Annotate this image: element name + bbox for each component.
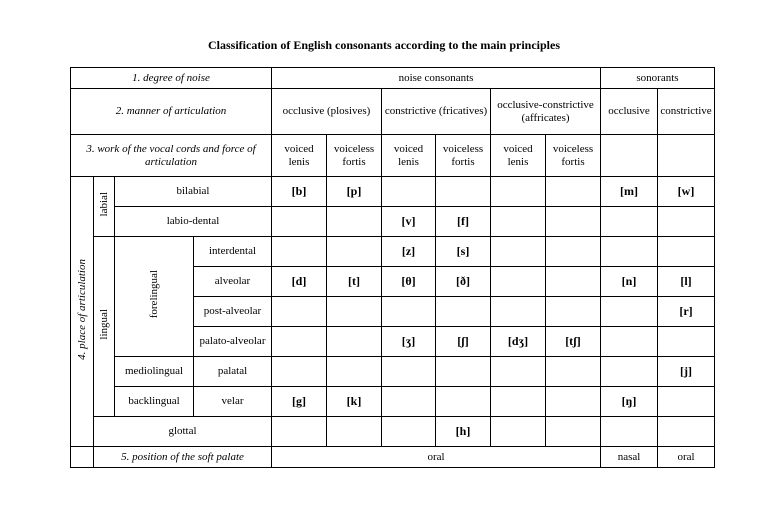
- velar-label: velar: [194, 387, 272, 417]
- empty-cell: [491, 297, 546, 327]
- empty-cell: [436, 177, 491, 207]
- empty-cell: [658, 135, 715, 177]
- consonant-cell: [g]: [272, 387, 327, 417]
- place-of-articulation-text: 4. place of articulation: [75, 259, 88, 360]
- forelingual-label: [115, 237, 194, 357]
- consonant-cell: [n]: [601, 267, 658, 297]
- empty-cell: [546, 357, 601, 387]
- table-row: [71, 387, 715, 417]
- degree-of-noise-label: 1. degree of noise: [71, 68, 272, 89]
- empty-cell: [272, 297, 327, 327]
- consonant-cell: [t]: [327, 267, 382, 297]
- table-row: [71, 207, 715, 237]
- lingual-label: [94, 237, 115, 417]
- glottal-label: glottal: [94, 417, 272, 447]
- consonant-cell: [j]: [658, 357, 715, 387]
- consonant-classification-table: [70, 67, 715, 468]
- empty-cell: [436, 387, 491, 417]
- table-row: [71, 68, 715, 89]
- consonant-cell: [h]: [436, 417, 491, 447]
- table-row: [71, 417, 715, 447]
- mediolingual-label: mediolingual: [115, 357, 194, 387]
- noise-consonants-header: noise consonants: [272, 68, 601, 89]
- empty-cell: [327, 237, 382, 267]
- voiceless-fortis-header: voiceless fortis: [327, 135, 382, 177]
- empty-cell: [658, 207, 715, 237]
- manner-of-articulation-label: 2. manner of articulation: [71, 89, 272, 135]
- consonant-cell: [s]: [436, 237, 491, 267]
- consonant-cell: [d]: [272, 267, 327, 297]
- labio-dental-label: labio-dental: [115, 207, 272, 237]
- alveolar-label: alveolar: [194, 267, 272, 297]
- oral-sonorant-cell: oral: [658, 447, 715, 468]
- consonant-cell: [ʃ]: [436, 327, 491, 357]
- oral-cell: oral: [272, 447, 601, 468]
- empty-cell: [601, 327, 658, 357]
- constrictive-fricatives-header: constrictive (fricatives): [382, 89, 491, 135]
- voiceless-fortis-header: voiceless fortis: [546, 135, 601, 177]
- nasal-cell: nasal: [601, 447, 658, 468]
- consonant-cell: [ŋ]: [601, 387, 658, 417]
- lingual-text: lingual: [97, 309, 110, 340]
- empty-cell: [272, 417, 327, 447]
- empty-cell: [658, 387, 715, 417]
- table-row: [71, 135, 715, 177]
- voiced-lenis-header: voiced lenis: [272, 135, 327, 177]
- consonant-cell: [r]: [658, 297, 715, 327]
- consonant-cell: [m]: [601, 177, 658, 207]
- empty-cell: [327, 207, 382, 237]
- empty-cell: [546, 387, 601, 417]
- empty-cell: [658, 417, 715, 447]
- voiceless-fortis-header: voiceless fortis: [436, 135, 491, 177]
- empty-cell: [327, 297, 382, 327]
- empty-cell: [436, 297, 491, 327]
- palato-alveolar-label: palato-alveolar: [194, 327, 272, 357]
- occlusive-plosives-header: occlusive (plosives): [272, 89, 382, 135]
- consonant-cell: [p]: [327, 177, 382, 207]
- consonant-cell: [w]: [658, 177, 715, 207]
- empty-cell: [546, 177, 601, 207]
- vocal-cords-label: 3. work of the vocal cords and force of articulation: [71, 135, 272, 177]
- empty-cell: [491, 177, 546, 207]
- empty-cell: [382, 417, 436, 447]
- empty-cell: [546, 267, 601, 297]
- empty-cell: [658, 237, 715, 267]
- consonant-cell: [z]: [382, 237, 436, 267]
- table-row: [71, 357, 715, 387]
- empty-cell: [546, 417, 601, 447]
- table-row: [71, 237, 715, 267]
- forelingual-text: forelingual: [147, 270, 160, 319]
- voiced-lenis-header: voiced lenis: [491, 135, 546, 177]
- empty-cell: [327, 357, 382, 387]
- consonant-cell: [tʃ]: [546, 327, 601, 357]
- empty-cell: [601, 297, 658, 327]
- interdental-label: interdental: [194, 237, 272, 267]
- sonorant-constrictive-header: constrictive: [658, 89, 715, 135]
- soft-palate-label: 5. position of the soft palate: [94, 447, 272, 468]
- occlusive-constrictive-header: occlusive-constrictive (affricates): [491, 89, 601, 135]
- empty-cell: [327, 327, 382, 357]
- empty-cell: [272, 357, 327, 387]
- empty-cell: [546, 207, 601, 237]
- empty-cell: [601, 237, 658, 267]
- consonant-cell: [θ]: [382, 267, 436, 297]
- empty-cell: [601, 357, 658, 387]
- consonant-cell: [ð]: [436, 267, 491, 297]
- empty-cell: [327, 417, 382, 447]
- empty-cell: [491, 237, 546, 267]
- empty-cell: [436, 357, 491, 387]
- voiced-lenis-header: voiced lenis: [382, 135, 436, 177]
- empty-cell: [658, 327, 715, 357]
- labial-label: [94, 177, 115, 237]
- consonant-cell: [v]: [382, 207, 436, 237]
- empty-cell: [491, 387, 546, 417]
- empty-cell: [491, 417, 546, 447]
- table-row: [71, 447, 715, 468]
- consonant-cell: [ʒ]: [382, 327, 436, 357]
- empty-cell: [601, 417, 658, 447]
- empty-cell: [382, 387, 436, 417]
- sonorants-header: sonorants: [601, 68, 715, 89]
- empty-cell: [272, 237, 327, 267]
- sonorant-occlusive-header: occlusive: [601, 89, 658, 135]
- palatal-label: palatal: [194, 357, 272, 387]
- document-title: Classification of English consonants according to the main principles: [207, 38, 561, 52]
- place-of-articulation-label: [71, 177, 94, 447]
- empty-cell: [601, 207, 658, 237]
- consonant-cell: [b]: [272, 177, 327, 207]
- consonant-cell: [dʒ]: [491, 327, 546, 357]
- table-row: [71, 177, 715, 207]
- bilabial-label: bilabial: [115, 177, 272, 207]
- empty-cell: [491, 357, 546, 387]
- empty-cell: [491, 267, 546, 297]
- post-alveolar-label: post-alveolar: [194, 297, 272, 327]
- backlingual-label: backlingual: [115, 387, 194, 417]
- empty-cell: [601, 135, 658, 177]
- empty-cell: [382, 297, 436, 327]
- consonant-cell: [k]: [327, 387, 382, 417]
- empty-cell: [491, 207, 546, 237]
- labial-text: labial: [97, 192, 110, 217]
- empty-cell: [546, 237, 601, 267]
- consonant-cell: [l]: [658, 267, 715, 297]
- empty-cell: [272, 327, 327, 357]
- consonant-cell: [f]: [436, 207, 491, 237]
- empty-cell: [382, 357, 436, 387]
- empty-cell: [272, 207, 327, 237]
- empty-cell: [546, 297, 601, 327]
- empty-cell: [382, 177, 436, 207]
- table-row: [71, 89, 715, 135]
- empty-cell: [71, 447, 94, 468]
